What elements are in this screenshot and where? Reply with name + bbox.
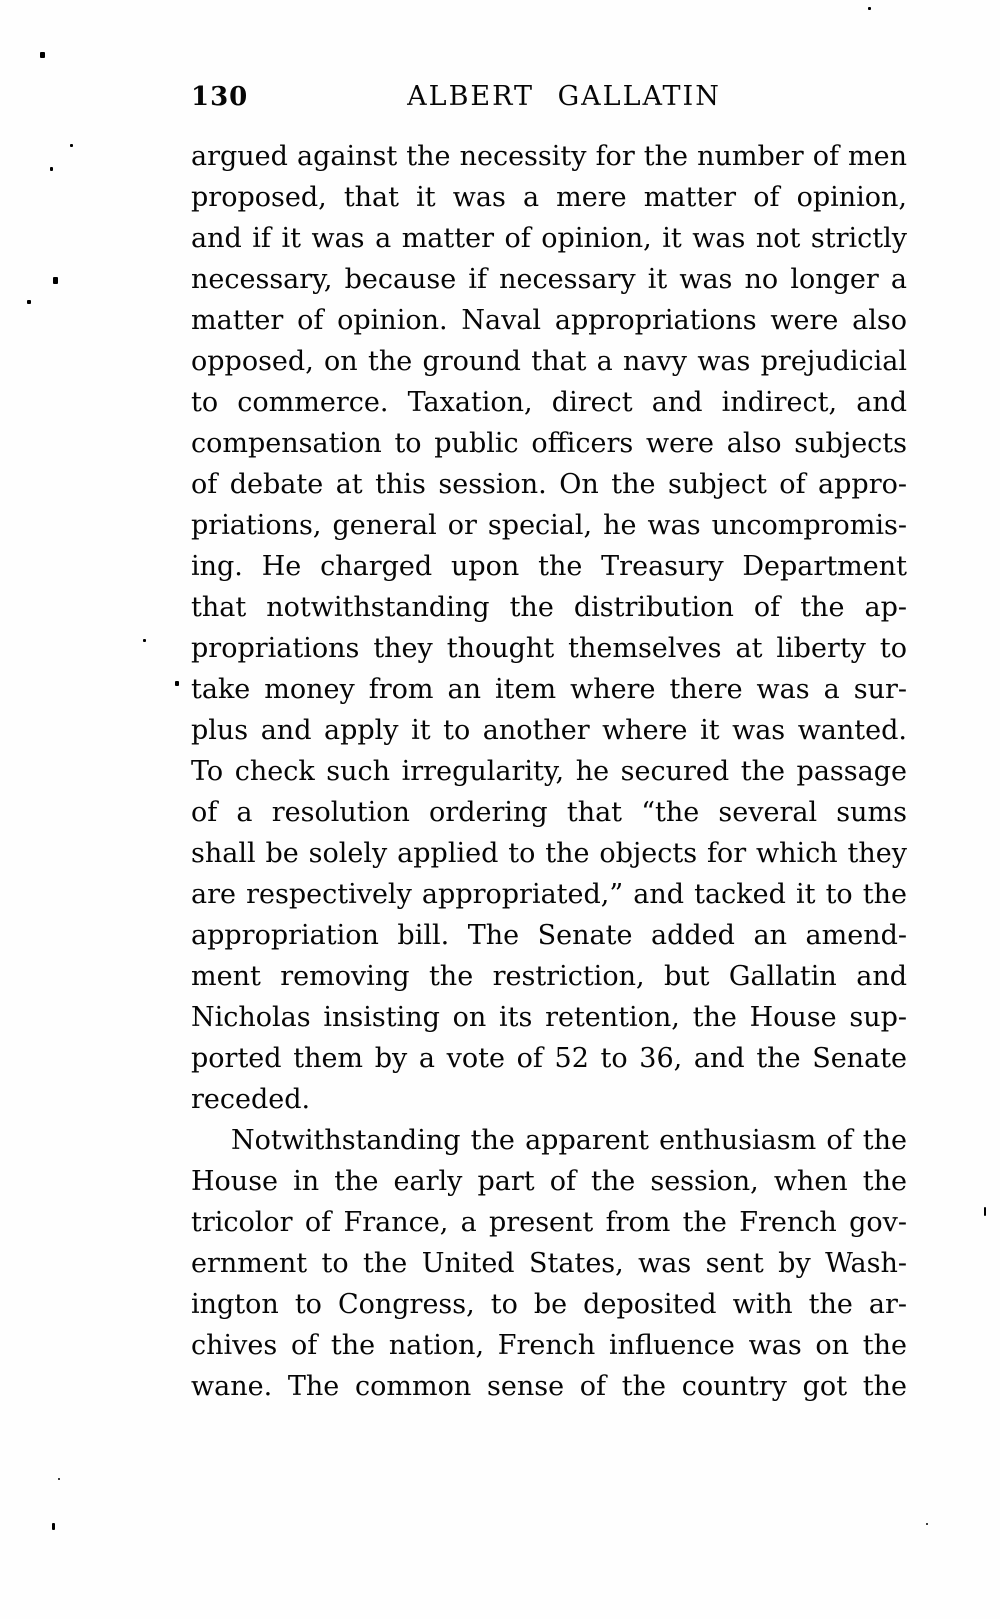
text-line: that notwithstanding the distribution of the ap-	[191, 592, 907, 623]
text-line: take money from an item where there was a sur-	[191, 674, 907, 705]
paragraph	[191, 136, 907, 1120]
text-line: ington to Congress, to be deposited with the ar-	[191, 1289, 907, 1320]
scan-speck	[58, 1478, 60, 1480]
text-line: matter of opinion. Naval appropriations were also	[191, 305, 907, 336]
text-line: opposed, on the ground that a navy was prejudicial	[191, 346, 907, 377]
text-line: Nicholas insisting on its retention, the House sup-	[191, 1002, 907, 1033]
scan-speck	[175, 681, 179, 686]
text-line: tricolor of France, a present from the French gov-	[191, 1207, 907, 1238]
page-number: 130	[191, 82, 249, 112]
running-title: ALBERT GALLATIN	[407, 81, 721, 112]
scan-speck	[70, 144, 73, 147]
scan-speck	[143, 639, 146, 642]
text-line: and if it was a matter of opinion, it was not strictly	[191, 223, 907, 254]
page-header	[191, 82, 907, 116]
text-line: to commerce. Taxation, direct and indirect, and	[191, 387, 907, 418]
text-line: To check such irregularity, he secured the passage	[191, 756, 907, 787]
scan-speck	[50, 167, 53, 171]
text-line: propriations they thought themselves at liberty to	[191, 633, 907, 664]
text-line: ernment to the United States, was sent by Wash-	[191, 1248, 907, 1279]
text-line: necessary, because if necessary it was no longer a	[191, 264, 907, 295]
body-text	[191, 136, 907, 1407]
text-line: plus and apply it to another where it was wanted.	[191, 715, 907, 746]
text-line: wane. The common sense of the country got the	[191, 1371, 907, 1402]
text-line: appropriation bill. The Senate added an amend-	[191, 920, 907, 951]
scan-speck	[984, 1207, 986, 1216]
scan-speck	[27, 300, 31, 304]
paragraph	[191, 1120, 907, 1407]
text-line: of debate at this session. On the subject of appro-	[191, 469, 907, 500]
text-line: shall be solely applied to the objects for which they	[191, 838, 907, 869]
text-line: Notwithstanding the apparent enthusiasm of the	[231, 1125, 907, 1156]
text-line: ing. He charged upon the Treasury Department	[191, 551, 907, 582]
text-line: House in the early part of the session, when the	[191, 1166, 907, 1197]
text-line: receded.	[191, 1084, 311, 1115]
scan-speck	[52, 1523, 55, 1530]
text-line: compensation to public officers were also subjects	[191, 428, 907, 459]
scan-speck	[40, 52, 45, 58]
scan-speck	[53, 277, 58, 284]
text-line: of a resolution ordering that “the several sums	[191, 797, 907, 828]
text-line: ported them by a vote of 52 to 36, and the Senate	[191, 1043, 907, 1074]
text-line: are respectively appropriated,” and tacked it to the	[191, 879, 907, 910]
scan-speck	[926, 1523, 928, 1525]
scan-speck	[868, 7, 871, 10]
text-line: priations, general or special, he was uncompromis-	[191, 510, 907, 541]
text-line: chives of the nation, French influence was on the	[191, 1330, 907, 1361]
text-line: proposed, that it was a mere matter of opinion,	[191, 182, 907, 213]
text-line: argued against the necessity for the number of men	[191, 141, 907, 172]
text-line: ment removing the restriction, but Gallatin and	[191, 961, 907, 992]
